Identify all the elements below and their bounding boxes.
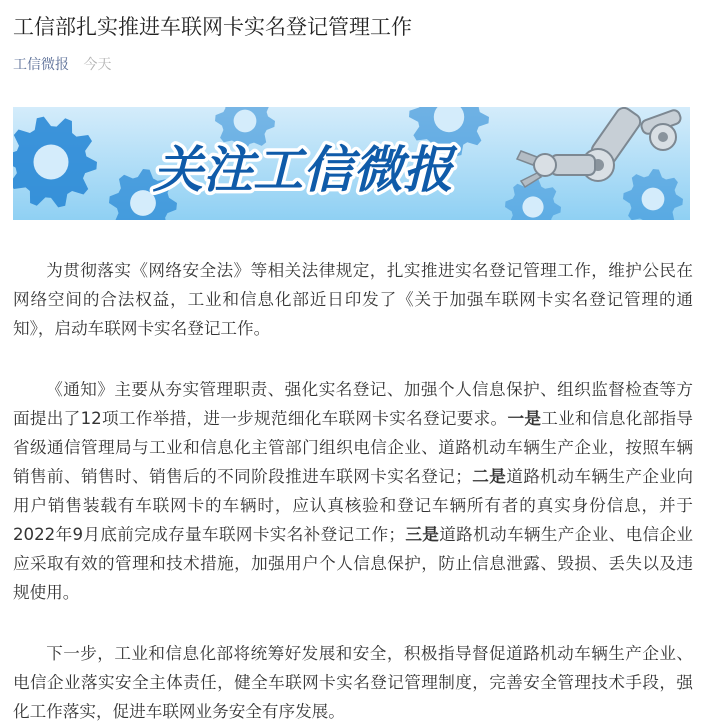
paragraph-3: 下一步，工业和信息化部将统筹好发展和安全，积极指导督促道路机动车辆生产企业、电信企业落实安全主体责任，健全车联网卡实名登记管理制度，完善安全管理技术手段，强化工作落实，促进车联网业务安全有序发展。 bbox=[13, 644, 693, 721]
p2-text-4: 道路机动车辆生产企业、电信企业应采取有效的管理和技术措施，加强用户个人信息保护，防止信息泄露、毁损、丢失以及违规使用。 bbox=[13, 525, 694, 602]
banner-image bbox=[13, 107, 690, 220]
gear-hole bbox=[34, 145, 69, 180]
article-meta bbox=[13, 55, 111, 75]
gear-hole bbox=[522, 196, 543, 217]
banner-graphic bbox=[13, 107, 690, 220]
paragraph-2 bbox=[13, 375, 693, 607]
p2-bold-1: 一是 bbox=[507, 409, 542, 428]
p2-text-2: 工业和信息化部指导省级通信管理局与工业和信息化主管部门组织电信企业、道路机动车辆生产企业，按照车辆销售前、销售时、销售后的不同阶段推进车联网卡实名登记； bbox=[13, 409, 693, 486]
p2-bold-2: 二是 bbox=[471, 467, 507, 486]
p2-bold-3: 三是 bbox=[404, 525, 440, 544]
p2-text-3: 道路机动车辆生产企业向用户销售装载有车联网卡的车辆时，应认真核验和登记车辆所有者的真实身份信息，并于2022年9月底前完成存量车联网卡实名补登记工作； bbox=[13, 467, 694, 544]
gear-hole bbox=[642, 188, 665, 211]
p2-text-1: 《通知》主要从夯实管理职责、强化实名登记、加强个人信息保护、组织监督检查等方面提出了12项工作举措，进一步规范细化车联网卡实名登记要求。 bbox=[13, 380, 693, 428]
paragraph-1: 为贯彻落实《网络安全法》等相关法律规定，扎实推进实名登记管理工作，维护公民在网络空间的合法权益，工业和信息化部近日印发了《关于加强车联网卡实名登记管理的通知》，启动车联网卡实名登记工作。 bbox=[13, 261, 693, 338]
banner-title: 关注工信微报 bbox=[153, 141, 453, 199]
author-link[interactable]: 工信微报 bbox=[13, 57, 69, 73]
publish-date: 今天 bbox=[83, 57, 112, 73]
article-body bbox=[13, 256, 693, 726]
article-title: 工信部扎实推进车联网卡实名登记管理工作 bbox=[13, 15, 412, 39]
gear-hole bbox=[234, 110, 257, 133]
